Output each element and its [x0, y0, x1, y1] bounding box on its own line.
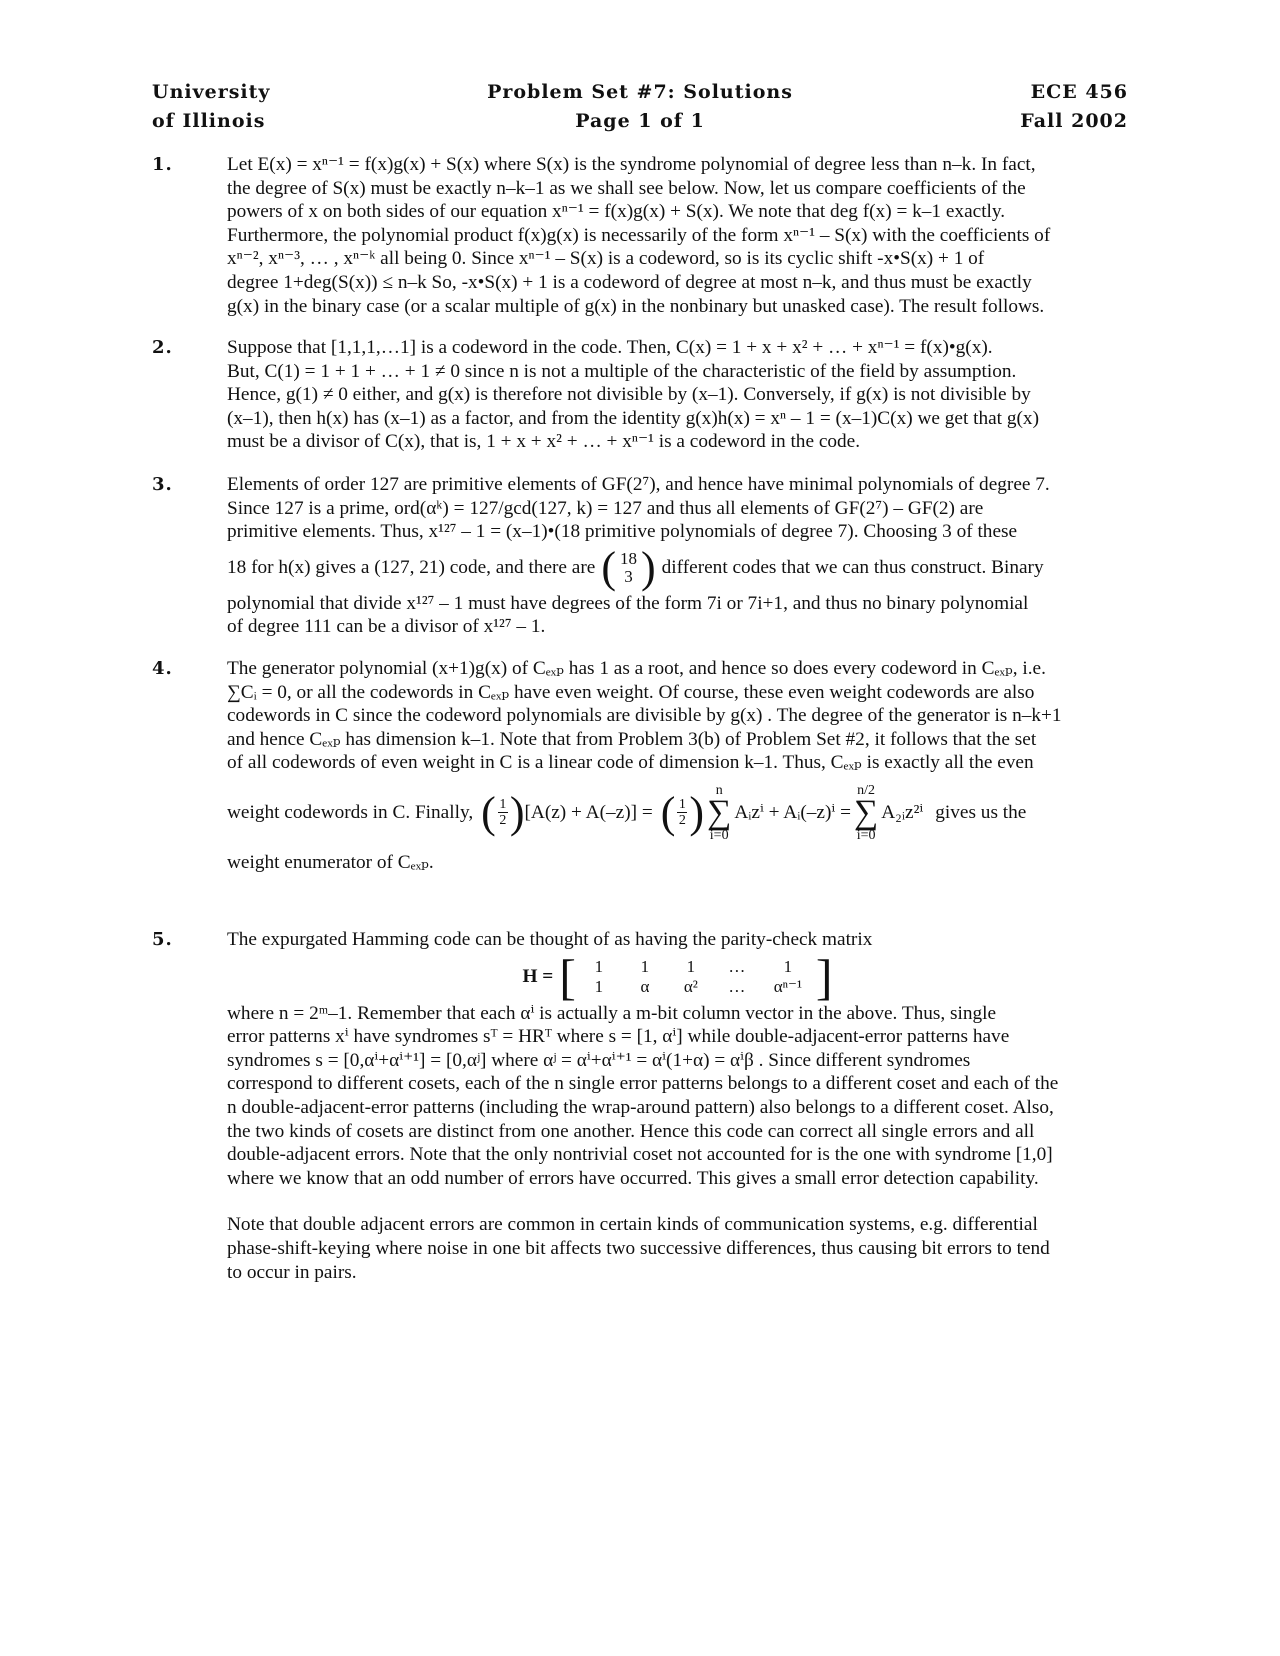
problem-text: [227, 336, 1128, 454]
header-right-line-2: Fall 2002: [1020, 110, 1128, 132]
header-left-line-2: of Illinois: [152, 110, 266, 132]
problem-text: [227, 657, 1128, 875]
text-line: But, C(1) = 1 + 1 + … + 1 ≠ 0 since n is not a multiple of the characteristic of the field by assumption.: [227, 360, 1017, 382]
fraction-denominator: 2: [499, 813, 507, 829]
problem-number: 5.: [152, 929, 173, 950]
summation-2: [854, 783, 878, 843]
text-line: where n = 2ᵐ–1. Remember that each αⁱ is actually a m-bit column vector in the above. Thus, single: [227, 1002, 997, 1024]
problem-text: [227, 473, 1128, 639]
text-line: error patterns xⁱ have syndromes sᵀ = HRᵀ where s = [1, αⁱ] while double-adjacent-error patterns have: [227, 1026, 1010, 1048]
text-line: Elements of order 127 are primitive elements of GF(2⁷), and hence have minimal polynomials of degree 7.: [227, 474, 1050, 495]
sigma-icon: ∑: [707, 793, 732, 831]
text-line: ∑Cᵢ = 0, or all the codewords in Cₑₓₚ have even weight. Of course, these even weight codewords are also: [227, 681, 1035, 703]
text-line: powers of x on both sides of our equation xⁿ⁻¹ = f(x)g(x) + S(x). We note that deg f(x) = k–1 exactly.: [227, 201, 1006, 223]
text-line: double-adjacent errors. Note that the only nontrivial coset not accounted for is the one with syndrome [1,0]: [227, 1144, 1053, 1166]
matrix-cell: …: [728, 976, 746, 996]
fraction-half: [677, 797, 687, 828]
sum-upper: n: [715, 782, 723, 798]
note-line: phase-shift-keying where noise in one bit affects two successive differences, thus causing bit errors to tend: [227, 1237, 1050, 1259]
sum-lower: i=0: [856, 827, 876, 843]
header-right-line-1: ECE 456: [1030, 81, 1128, 103]
text-line: The generator polynomial (x+1)g(x) of Cₑₓₚ has 1 as a root, and hence so does every codeword in Cₑₓₚ, i.e.: [227, 658, 1046, 679]
fraction-numerator: 1: [499, 797, 507, 813]
text-line: and hence Cₑₓₚ has dimension k–1. Note that from Problem 3(b) of Problem Set #2, it follows that the set: [227, 728, 1037, 750]
sum-upper: n/2: [857, 782, 876, 798]
text-line: the two kinds of cosets are distinct from one another. Hence this code can correct all single errors and all: [227, 1120, 1035, 1142]
text-line: Suppose that [1,1,1,…1] is a codeword in the code. Then, C(x) = 1 + x + x² + … + xⁿ⁻¹ = f(x)•g(x).: [227, 337, 993, 358]
header-center-line-2: Page 1 of 1: [575, 110, 705, 132]
matrix-cell: 1: [783, 956, 793, 976]
header-center-line-1: Problem Set #7: Solutions: [487, 81, 793, 103]
text-line: weight enumerator of Cₑₓₚ.: [227, 851, 434, 873]
matrix-cell: …: [728, 956, 746, 976]
text-line: the degree of S(x) must be exactly n–k–1 as we shall see below. Now, let us compare coefficients of the: [227, 177, 1026, 199]
text-line: correspond to different cosets, each of the n single error patterns belongs to a different coset and each of the: [227, 1073, 1059, 1095]
text-line: syndromes s = [0,αⁱ+αⁱ⁺¹] = [0,αʲ] where αʲ = αⁱ+αⁱ⁺¹ = αⁱ(1+α) = αⁱβ . Since different syndromes: [227, 1049, 971, 1071]
binomial-bottom: 3: [624, 566, 633, 586]
header-title: [452, 78, 828, 136]
fraction-half: [498, 797, 508, 828]
problem-number: 1.: [152, 154, 173, 175]
binomial-top: 18: [620, 548, 637, 568]
text-line: Hence, g(1) ≠ 0 either, and g(x) is therefore not divisible by (x–1). Conversely, if g(x) is not divisible by: [227, 384, 1031, 406]
sum-lower: i=0: [709, 827, 729, 843]
text-line: must be a divisor of C(x), that is, 1 + x + x² + … + xⁿ⁻¹ is a codeword in the code.: [227, 431, 861, 453]
text-line: where we know that an odd number of errors have occurred. This gives a small error detection capability.: [227, 1167, 1039, 1189]
summation-1: [707, 783, 731, 843]
matrix-cell: 1: [640, 956, 650, 976]
fraction-denominator: 2: [678, 813, 686, 829]
text-line: polynomial that divide x¹²⁷ – 1 must have degrees of the form 7i or 7i+1, and thus no binary polynomial: [227, 592, 1029, 614]
weight-enumerator-formula: weight codewords in C. Finally, ( $\frac{1}{2}$ ) [A(z) + A(–z)] = ( $\frac{1}{2}$ ) n ∑ i=0 Aᵢzⁱ + Aᵢ(–z)ⁱ = n/2 ∑ i=0 A₂ᵢz²ⁱ gives us the: [227, 782, 1027, 843]
matrix-cell: α²: [683, 976, 698, 996]
binomial-coefficient: [620, 550, 637, 586]
formula-middle: [A(z) + A(–z)] =: [524, 802, 653, 824]
text-segment: 18 for h(x) gives a (127, 21) code, and there are: [227, 556, 596, 578]
header-left-line-1: University: [152, 81, 271, 103]
text-segment: different codes that we can thus construct. Binary: [661, 556, 1044, 578]
text-line: g(x) in the binary case (or a scalar multiple of g(x) in the nonbinary but unasked case). The result follows.: [227, 295, 1045, 317]
note-line: to occur in pairs.: [227, 1261, 357, 1283]
problem-text: [227, 153, 1128, 318]
problem-number: 4.: [152, 658, 173, 679]
matrix-cell: α: [640, 976, 650, 996]
matrix-cell: 1: [686, 956, 696, 976]
text-line: codewords in C since the codeword polynomials are divisible by g(x) . The degree of the generator is n–k+1: [227, 705, 1062, 727]
formula-tail: gives us the: [935, 802, 1027, 824]
matrix-cell: 1: [594, 976, 604, 996]
problem-number: 3.: [152, 474, 173, 495]
matrix-label: H =: [522, 965, 554, 987]
sigma-icon: ∑: [854, 793, 879, 831]
binomial-line: 18 for h(x) gives a (127, 21) code, and there are ( 18 3 ) different codes that we can thus construct. Binary: [227, 542, 1044, 592]
text-line: xⁿ⁻², xⁿ⁻³, … , xⁿ⁻ᵏ all being 0. Since xⁿ⁻¹ – S(x) is a codeword, so is its cyclic shift -x•S(x) + 1 of: [227, 248, 985, 270]
matrix-cell: αⁿ⁻¹: [773, 976, 803, 996]
text-line: primitive elements. Thus, x¹²⁷ – 1 = (x–1)•(18 primitive polynomials of degree 7). Choosing 3 of these: [227, 521, 1018, 543]
fraction-numerator: 1: [678, 797, 686, 813]
header-institution: [152, 78, 270, 136]
text-line: Since 127 is a prime, ord(αᵏ) = 127/gcd(127, k) = 127 and thus all elements of GF(2⁷) – GF(2) are: [227, 497, 984, 519]
text-line: Let E(x) = xⁿ⁻¹ = f(x)g(x) + S(x) where S(x) is the syndrome polynomial of degree less than n–k. In fact,: [227, 154, 1036, 175]
text-line: (x–1), then h(x) has (x–1) as a factor, and from the identity g(x)h(x) = xⁿ – 1 = (x–1)C(x) we get that g(x): [227, 407, 1039, 429]
page-header: [152, 78, 1128, 138]
text-line: of all codewords of even weight in C is a linear code of dimension k–1. Thus, Cₑₓₚ is exactly all the even: [227, 752, 1034, 774]
problem-number: 2.: [152, 337, 173, 358]
parity-check-matrix: H = [ 1 1 1 … 1 1 α α² … αⁿ⁻¹ ]: [522, 948, 833, 1005]
sum1-body: Aᵢzⁱ + Aᵢ(–z)ⁱ =: [734, 802, 851, 824]
text-line: degree 1+deg(S(x)) ≤ n–k So, -x•S(x) + 1 is a codeword of degree at most n–k, and thus must be exactly: [227, 271, 1032, 293]
header-course: [1020, 78, 1128, 136]
problem-text: [227, 928, 1128, 1284]
formula-lead: weight codewords in C. Finally,: [227, 802, 474, 824]
text-line: n double-adjacent-error patterns (including the wrap-around pattern) also belongs to a different coset. Also,: [227, 1096, 1054, 1118]
text-line: of degree 111 can be a divisor of x¹²⁷ – 1.: [227, 616, 546, 638]
note-line: Note that double adjacent errors are common in certain kinds of communication systems, e.g. differential: [227, 1214, 1038, 1236]
sum2-body: A₂ᵢz²ⁱ: [881, 802, 924, 824]
text-line: Furthermore, the polynomial product f(x)g(x) is necessarily of the form xⁿ⁻¹ – S(x) with the coefficients of: [227, 224, 1051, 246]
matrix-cell: 1: [594, 956, 604, 976]
text-line: The expurgated Hamming code can be thought of as having the parity-check matrix: [227, 929, 873, 950]
matrix-grid: [576, 957, 816, 997]
